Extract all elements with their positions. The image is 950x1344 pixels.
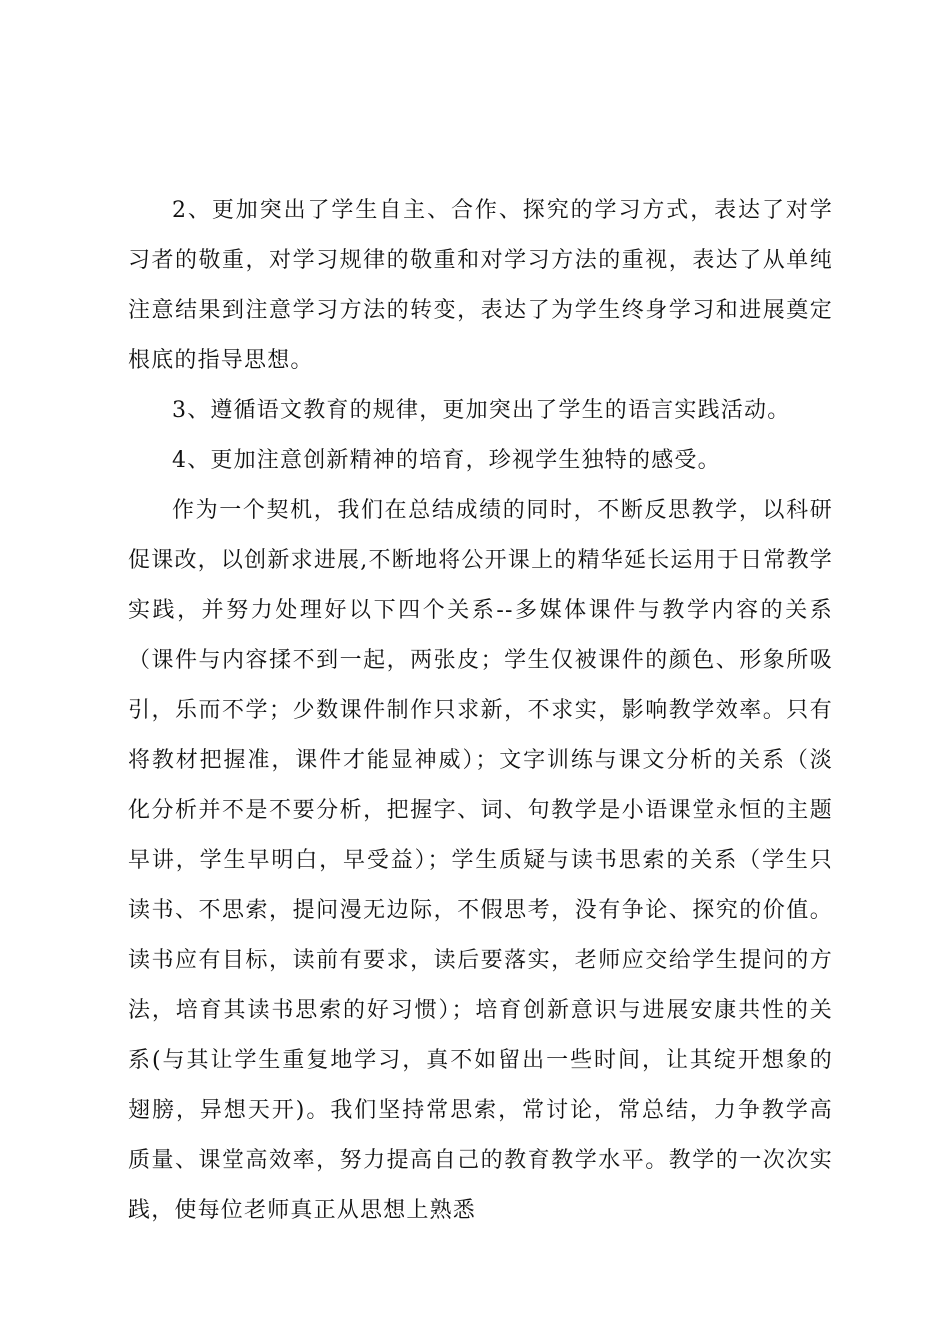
document-body	[128, 186, 833, 1236]
paragraph-point-2: 2、更加突出了学生自主、合作、探究的学习方式，表达了对学习者的敬重，对学习规律的敬重和对学习方法的重视，表达了从单纯注意结果到注意学习方法的转变，表达了为学生终身学习和进展奠定根底的指导思想。	[128, 198, 833, 373]
paragraph-point-4: 4、更加注意创新精神的培育，珍视学生独特的感受。	[172, 448, 721, 473]
paragraph-reflection: 作为一个契机，我们在总结成绩的同时，不断反思教学，以科研促课改，以创新求进展,不断地将公开课上的精华延长运用于日常教学实践，并努力处理好以下四个关系--多媒体课件与教学内容的关系（课件与内容揉不到一起，两张皮；学生仅被课件的颜色、形象所吸引，乐而不学；少数课件制作只求新，不求实，影响教学效率。只有将教材把握准，课件才能显神威）；文字训练与课文分析的关系（淡化分析并不是不要分析，把握字、词、句教学是小语课堂永恒的主题早讲，学生早明白，早受益）；学生质疑与读书思索的关系（学生只读书、不思索，提问漫无边际，不假思考，没有争论、探究的价值。读书应有目标，读前有要求，读后要落实，老师应交给学生提问的方法，培育其读书思索的好习惯）；培育创新意识与进展安康共性的关系(与其让学生重复地学习，真不如留出一些时间，让其绽开想象的翅膀，异想天开)。我们坚持常思索，常讨论，常总结，力争教学高质量、课堂高效率，努力提高自己的教育教学水平。教学的一次次实践，使每位老师真正从思想上熟悉	[128, 498, 833, 1223]
paragraph-point-3: 3、遵循语文教育的规律，更加突出了学生的语言实践活动。	[172, 398, 791, 423]
